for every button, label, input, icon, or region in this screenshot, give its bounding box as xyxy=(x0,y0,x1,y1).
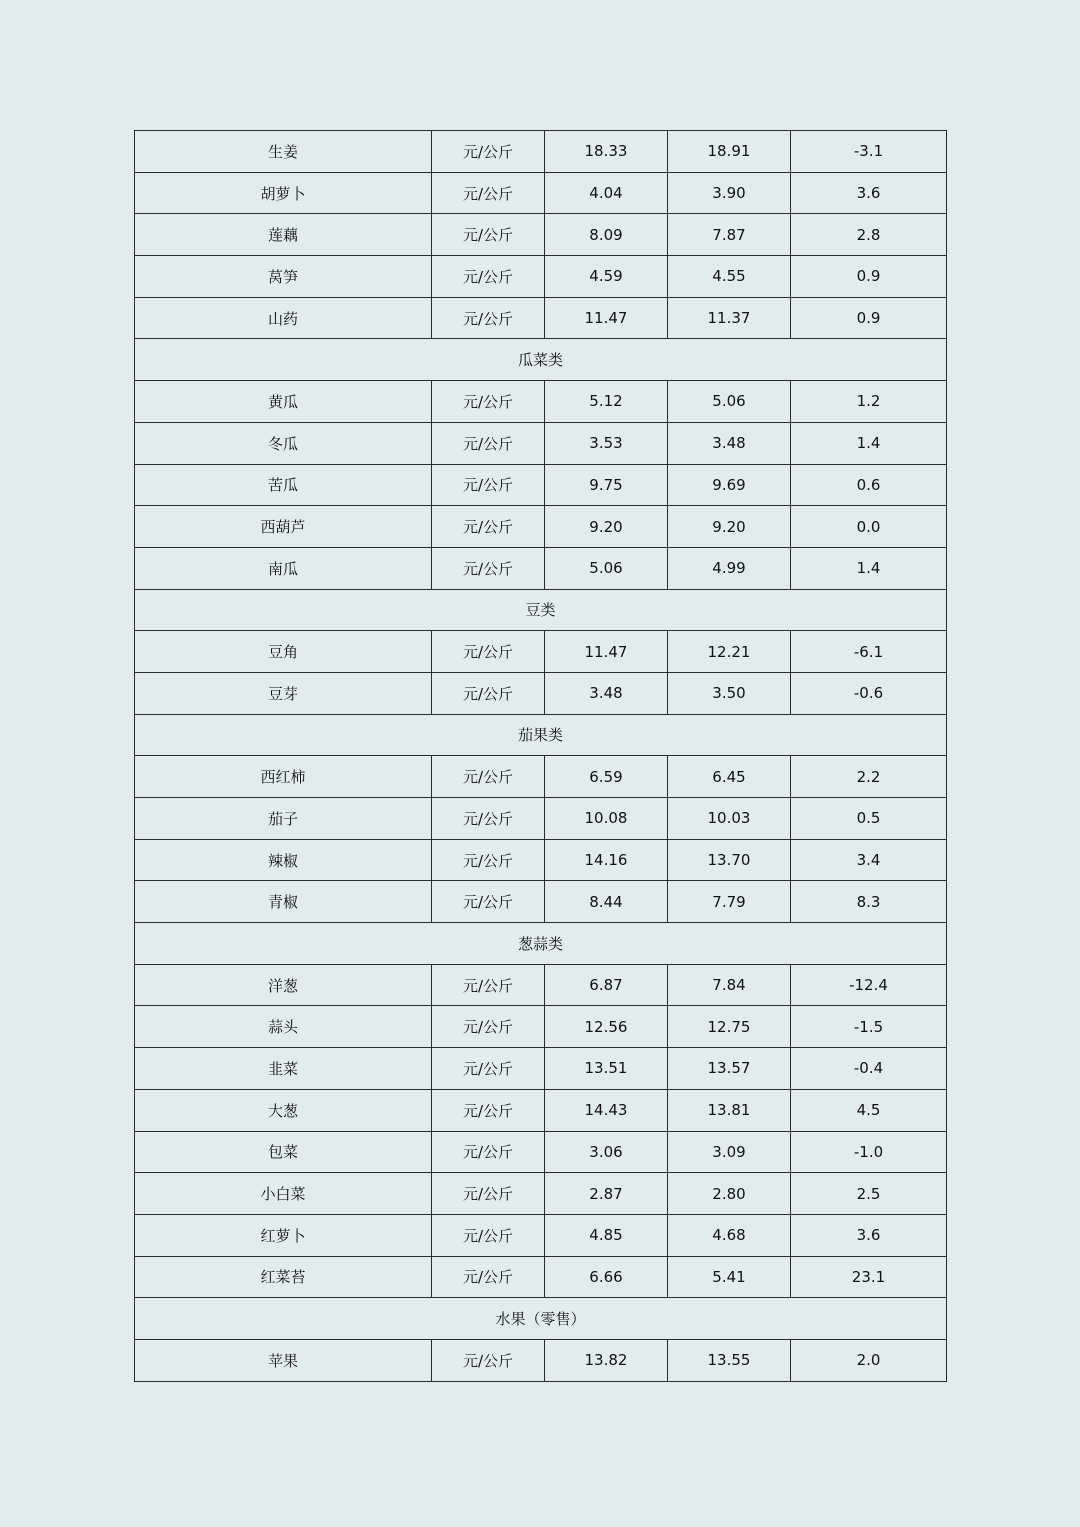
previous-price-cell: 9.20 xyxy=(668,506,791,548)
change-percent-cell: -1.0 xyxy=(791,1131,947,1173)
unit-cell: 元/公斤 xyxy=(432,547,545,589)
item-name-cell: 豆芽 xyxy=(135,672,432,714)
table-row xyxy=(135,756,947,798)
current-price-cell: 6.59 xyxy=(545,756,668,798)
previous-price-cell: 4.99 xyxy=(668,547,791,589)
unit-cell: 元/公斤 xyxy=(432,381,545,423)
item-name-cell: 莴笋 xyxy=(135,256,432,298)
current-price-cell: 8.09 xyxy=(545,214,668,256)
change-percent-cell: 4.5 xyxy=(791,1089,947,1131)
unit-cell: 元/公斤 xyxy=(432,214,545,256)
previous-price-cell: 12.21 xyxy=(668,631,791,673)
current-price-cell: 2.87 xyxy=(545,1173,668,1215)
change-percent-cell: 1.4 xyxy=(791,422,947,464)
previous-price-cell: 11.37 xyxy=(668,297,791,339)
table-row xyxy=(135,881,947,923)
previous-price-cell: 7.87 xyxy=(668,214,791,256)
current-price-cell: 6.87 xyxy=(545,964,668,1006)
change-percent-cell: -6.1 xyxy=(791,631,947,673)
current-price-cell: 9.20 xyxy=(545,506,668,548)
table-row xyxy=(135,839,947,881)
table-row xyxy=(135,631,947,673)
current-price-cell: 4.59 xyxy=(545,256,668,298)
unit-cell: 元/公斤 xyxy=(432,1131,545,1173)
item-name-cell: 胡萝卜 xyxy=(135,172,432,214)
category-row xyxy=(135,714,947,756)
item-name-cell: 西红柿 xyxy=(135,756,432,798)
item-name-cell: 豆角 xyxy=(135,631,432,673)
previous-price-cell: 13.70 xyxy=(668,839,791,881)
change-percent-cell: -0.6 xyxy=(791,672,947,714)
unit-cell: 元/公斤 xyxy=(432,798,545,840)
current-price-cell: 18.33 xyxy=(545,131,668,173)
unit-cell: 元/公斤 xyxy=(432,131,545,173)
unit-cell: 元/公斤 xyxy=(432,172,545,214)
unit-cell: 元/公斤 xyxy=(432,964,545,1006)
price-table-body xyxy=(135,131,947,1382)
table-row xyxy=(135,1214,947,1256)
change-percent-cell: 1.2 xyxy=(791,381,947,423)
category-label: 瓜菜类 xyxy=(135,339,947,381)
table-row xyxy=(135,297,947,339)
table-row xyxy=(135,214,947,256)
current-price-cell: 3.53 xyxy=(545,422,668,464)
change-percent-cell: 1.4 xyxy=(791,547,947,589)
change-percent-cell: 0.0 xyxy=(791,506,947,548)
current-price-cell: 4.04 xyxy=(545,172,668,214)
change-percent-cell: -12.4 xyxy=(791,964,947,1006)
previous-price-cell: 5.41 xyxy=(668,1256,791,1298)
change-percent-cell: 0.6 xyxy=(791,464,947,506)
unit-cell: 元/公斤 xyxy=(432,631,545,673)
previous-price-cell: 13.55 xyxy=(668,1339,791,1381)
change-percent-cell: 2.0 xyxy=(791,1339,947,1381)
current-price-cell: 14.43 xyxy=(545,1089,668,1131)
item-name-cell: 蒜头 xyxy=(135,1006,432,1048)
category-row xyxy=(135,339,947,381)
item-name-cell: 包菜 xyxy=(135,1131,432,1173)
previous-price-cell: 13.81 xyxy=(668,1089,791,1131)
previous-price-cell: 3.50 xyxy=(668,672,791,714)
table-row xyxy=(135,1006,947,1048)
table-row xyxy=(135,964,947,1006)
table-row xyxy=(135,1089,947,1131)
unit-cell: 元/公斤 xyxy=(432,464,545,506)
previous-price-cell: 13.57 xyxy=(668,1048,791,1090)
item-name-cell: 生姜 xyxy=(135,131,432,173)
current-price-cell: 12.56 xyxy=(545,1006,668,1048)
item-name-cell: 茄子 xyxy=(135,798,432,840)
change-percent-cell: -1.5 xyxy=(791,1006,947,1048)
previous-price-cell: 3.90 xyxy=(668,172,791,214)
category-label: 茄果类 xyxy=(135,714,947,756)
unit-cell: 元/公斤 xyxy=(432,1048,545,1090)
previous-price-cell: 4.68 xyxy=(668,1214,791,1256)
previous-price-cell: 9.69 xyxy=(668,464,791,506)
current-price-cell: 14.16 xyxy=(545,839,668,881)
table-row xyxy=(135,1131,947,1173)
item-name-cell: 冬瓜 xyxy=(135,422,432,464)
category-label: 葱蒜类 xyxy=(135,923,947,965)
current-price-cell: 8.44 xyxy=(545,881,668,923)
change-percent-cell: 8.3 xyxy=(791,881,947,923)
item-name-cell: 韭菜 xyxy=(135,1048,432,1090)
current-price-cell: 6.66 xyxy=(545,1256,668,1298)
item-name-cell: 青椒 xyxy=(135,881,432,923)
change-percent-cell: 2.5 xyxy=(791,1173,947,1215)
current-price-cell: 3.06 xyxy=(545,1131,668,1173)
table-row xyxy=(135,131,947,173)
item-name-cell: 辣椒 xyxy=(135,839,432,881)
change-percent-cell: -0.4 xyxy=(791,1048,947,1090)
previous-price-cell: 2.80 xyxy=(668,1173,791,1215)
item-name-cell: 洋葱 xyxy=(135,964,432,1006)
unit-cell: 元/公斤 xyxy=(432,881,545,923)
unit-cell: 元/公斤 xyxy=(432,256,545,298)
previous-price-cell: 10.03 xyxy=(668,798,791,840)
item-name-cell: 红萝卜 xyxy=(135,1214,432,1256)
table-row xyxy=(135,1256,947,1298)
table-row xyxy=(135,506,947,548)
current-price-cell: 10.08 xyxy=(545,798,668,840)
item-name-cell: 苦瓜 xyxy=(135,464,432,506)
unit-cell: 元/公斤 xyxy=(432,1089,545,1131)
table-row xyxy=(135,464,947,506)
change-percent-cell: -3.1 xyxy=(791,131,947,173)
current-price-cell: 3.48 xyxy=(545,672,668,714)
item-name-cell: 小白菜 xyxy=(135,1173,432,1215)
current-price-cell: 13.82 xyxy=(545,1339,668,1381)
previous-price-cell: 5.06 xyxy=(668,381,791,423)
item-name-cell: 山药 xyxy=(135,297,432,339)
current-price-cell: 13.51 xyxy=(545,1048,668,1090)
unit-cell: 元/公斤 xyxy=(432,1339,545,1381)
item-name-cell: 苹果 xyxy=(135,1339,432,1381)
item-name-cell: 黄瓜 xyxy=(135,381,432,423)
previous-price-cell: 12.75 xyxy=(668,1006,791,1048)
previous-price-cell: 3.09 xyxy=(668,1131,791,1173)
table-row xyxy=(135,547,947,589)
table-row xyxy=(135,1173,947,1215)
table-row xyxy=(135,381,947,423)
change-percent-cell: 3.4 xyxy=(791,839,947,881)
category-label: 豆类 xyxy=(135,589,947,631)
table-row xyxy=(135,1339,947,1381)
change-percent-cell: 0.5 xyxy=(791,798,947,840)
unit-cell: 元/公斤 xyxy=(432,1173,545,1215)
previous-price-cell: 18.91 xyxy=(668,131,791,173)
previous-price-cell: 6.45 xyxy=(668,756,791,798)
table-row xyxy=(135,672,947,714)
item-name-cell: 南瓜 xyxy=(135,547,432,589)
unit-cell: 元/公斤 xyxy=(432,1214,545,1256)
change-percent-cell: 3.6 xyxy=(791,1214,947,1256)
table-row xyxy=(135,1048,947,1090)
category-row xyxy=(135,1298,947,1340)
item-name-cell: 莲藕 xyxy=(135,214,432,256)
unit-cell: 元/公斤 xyxy=(432,506,545,548)
current-price-cell: 11.47 xyxy=(545,631,668,673)
category-row xyxy=(135,589,947,631)
current-price-cell: 5.12 xyxy=(545,381,668,423)
current-price-cell: 5.06 xyxy=(545,547,668,589)
previous-price-cell: 4.55 xyxy=(668,256,791,298)
change-percent-cell: 2.8 xyxy=(791,214,947,256)
change-percent-cell: 3.6 xyxy=(791,172,947,214)
table-row xyxy=(135,256,947,298)
previous-price-cell: 3.48 xyxy=(668,422,791,464)
unit-cell: 元/公斤 xyxy=(432,1006,545,1048)
change-percent-cell: 2.2 xyxy=(791,756,947,798)
current-price-cell: 9.75 xyxy=(545,464,668,506)
change-percent-cell: 23.1 xyxy=(791,1256,947,1298)
unit-cell: 元/公斤 xyxy=(432,756,545,798)
item-name-cell: 红菜苔 xyxy=(135,1256,432,1298)
current-price-cell: 4.85 xyxy=(545,1214,668,1256)
unit-cell: 元/公斤 xyxy=(432,1256,545,1298)
category-row xyxy=(135,923,947,965)
item-name-cell: 大葱 xyxy=(135,1089,432,1131)
price-table xyxy=(134,130,947,1382)
table-row xyxy=(135,422,947,464)
table-row xyxy=(135,798,947,840)
change-percent-cell: 0.9 xyxy=(791,297,947,339)
previous-price-cell: 7.84 xyxy=(668,964,791,1006)
unit-cell: 元/公斤 xyxy=(432,422,545,464)
unit-cell: 元/公斤 xyxy=(432,297,545,339)
previous-price-cell: 7.79 xyxy=(668,881,791,923)
item-name-cell: 西葫芦 xyxy=(135,506,432,548)
table-row xyxy=(135,172,947,214)
current-price-cell: 11.47 xyxy=(545,297,668,339)
change-percent-cell: 0.9 xyxy=(791,256,947,298)
unit-cell: 元/公斤 xyxy=(432,839,545,881)
unit-cell: 元/公斤 xyxy=(432,672,545,714)
category-label: 水果（零售） xyxy=(135,1298,947,1340)
